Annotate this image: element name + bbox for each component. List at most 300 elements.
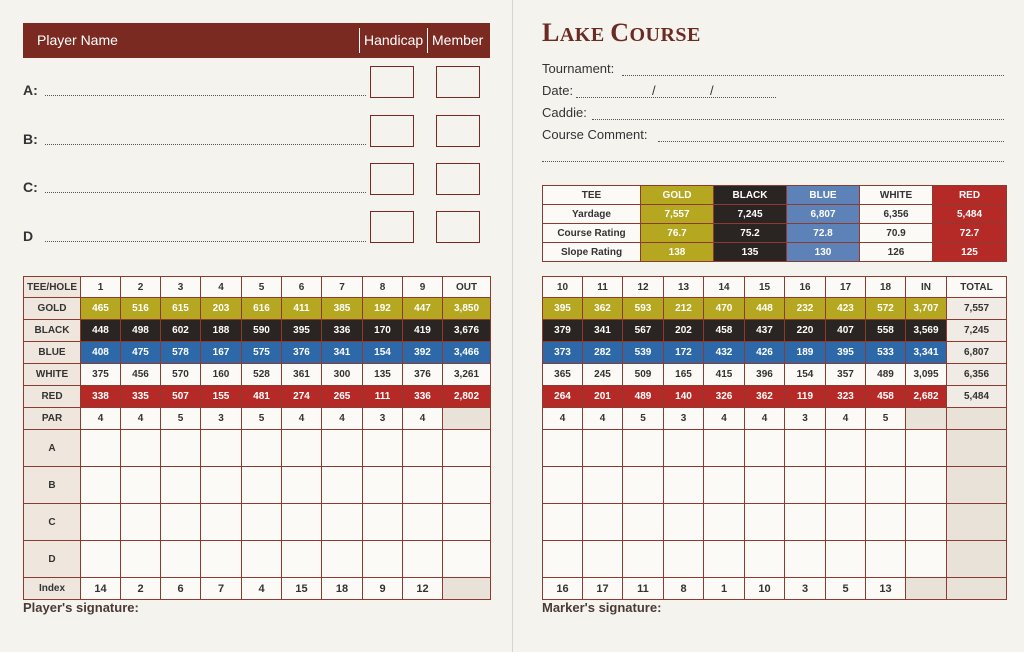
score-cell[interactable]: [785, 467, 826, 504]
yardage-cell: 558: [866, 320, 906, 342]
yardage-cell: 170: [363, 320, 403, 342]
score-cell[interactable]: [704, 504, 745, 541]
index-cell: 10: [745, 578, 785, 600]
yardage-cell: 2,802: [443, 386, 491, 408]
score-cell[interactable]: [403, 504, 443, 541]
score-cell[interactable]: [403, 430, 443, 467]
yardage-cell: 172: [664, 342, 704, 364]
handicap-box-c[interactable]: [370, 163, 414, 195]
tee-header-white: WHITE: [860, 186, 933, 205]
yardage-cell: 2,682: [906, 386, 947, 408]
out-score-cell[interactable]: [443, 504, 491, 541]
score-cell[interactable]: [623, 541, 664, 578]
yardage-cell: 539: [623, 342, 664, 364]
yardage-cell: 411: [282, 298, 322, 320]
handicap-header: Handicap: [364, 32, 424, 48]
yardage-cell: 516: [121, 298, 161, 320]
score-cell[interactable]: [785, 541, 826, 578]
score-cell[interactable]: [403, 541, 443, 578]
back-index-row: [543, 578, 1007, 600]
handicap-box-d[interactable]: [370, 211, 414, 243]
score-cell[interactable]: [121, 467, 161, 504]
player-signature-label: Player's signature:: [23, 600, 139, 615]
score-cell[interactable]: [866, 467, 906, 504]
yardage-cell: 509: [623, 364, 664, 386]
yardage-cell: 373: [543, 342, 583, 364]
total-cell: 6,807: [947, 342, 1007, 364]
par-cell: 4: [704, 408, 745, 430]
yardage-cell: 456: [121, 364, 161, 386]
score-cell[interactable]: [826, 541, 866, 578]
back-red-row: [543, 386, 1007, 408]
player-label: D: [23, 228, 34, 244]
yardage-cell: 395: [282, 320, 322, 342]
score-cell[interactable]: [81, 504, 121, 541]
score-cell[interactable]: [826, 467, 866, 504]
score-cell[interactable]: [363, 504, 403, 541]
index-cell: 7: [201, 578, 242, 600]
score-cell[interactable]: [826, 430, 866, 467]
score-cell[interactable]: [322, 430, 363, 467]
header-cell: 16: [785, 277, 826, 298]
tee-label: WHITE: [24, 364, 81, 386]
member-box-a[interactable]: [436, 66, 480, 98]
index-cell: 12: [403, 578, 443, 600]
score-cell[interactable]: [161, 467, 201, 504]
yardage-cell: 572: [866, 298, 906, 320]
caddie-line[interactable]: [592, 119, 1004, 120]
player-label: A:: [23, 82, 38, 98]
front-white-row: [24, 364, 491, 386]
player-name-line-b[interactable]: [45, 144, 366, 145]
yardage-cell: 3,850: [443, 298, 491, 320]
score-cell[interactable]: [363, 541, 403, 578]
score-cell[interactable]: [826, 504, 866, 541]
index-out-cell: [443, 578, 491, 600]
score-cell[interactable]: [81, 467, 121, 504]
front-red-row: [24, 386, 491, 408]
header-cell: OUT: [443, 277, 491, 298]
yardage-cell: 590: [242, 320, 282, 342]
yardage-cell: 419: [403, 320, 443, 342]
title-text: OURSE: [629, 24, 701, 46]
par-cell: 4: [282, 408, 322, 430]
par-cell: 4: [81, 408, 121, 430]
yardage-cell: 3,569: [906, 320, 947, 342]
back-nine-table: [542, 276, 1007, 600]
title-letter: L: [542, 18, 560, 47]
in-score-cell[interactable]: [906, 541, 947, 578]
header-cell: 2: [121, 277, 161, 298]
header-cell: 9: [403, 277, 443, 298]
score-cell[interactable]: [745, 430, 785, 467]
yardage-cell: 154: [363, 342, 403, 364]
yardage-cell: 458: [704, 320, 745, 342]
header-cell: 11: [583, 277, 623, 298]
par-cell: 4: [583, 408, 623, 430]
index-total-cell: [947, 578, 1007, 600]
score-cell[interactable]: [664, 430, 704, 467]
index-cell: 16: [543, 578, 583, 600]
score-cell[interactable]: [866, 430, 906, 467]
score-cell[interactable]: [242, 467, 282, 504]
score-cell[interactable]: [583, 430, 623, 467]
score-cell[interactable]: [161, 504, 201, 541]
player-row-label: D: [24, 541, 81, 578]
player-row-label: A: [24, 430, 81, 467]
yardage-cell: 437: [745, 320, 785, 342]
tee-value: 125: [933, 243, 1007, 262]
header-cell: 5: [242, 277, 282, 298]
back-gold-row: [543, 298, 1007, 320]
yardage-cell: 220: [785, 320, 826, 342]
yardage-cell: 375: [81, 364, 121, 386]
tee-header-red: RED: [933, 186, 1007, 205]
tee-value: 76.7: [641, 224, 714, 243]
yardage-cell: 189: [785, 342, 826, 364]
index-cell: 13: [866, 578, 906, 600]
yardage-cell: 300: [322, 364, 363, 386]
back-header-row: [543, 277, 1007, 298]
score-cell[interactable]: [704, 467, 745, 504]
player-name-line-a[interactable]: [45, 95, 366, 96]
caddie-row: [542, 105, 1004, 123]
header-cell: 4: [201, 277, 242, 298]
tee-value: 72.8: [787, 224, 860, 243]
tee-value: 72.7: [933, 224, 1007, 243]
score-cell[interactable]: [623, 504, 664, 541]
tee-value: 75.2: [714, 224, 787, 243]
tournament-line[interactable]: [622, 75, 1004, 76]
yardage-cell: 385: [322, 298, 363, 320]
front-index-row: [24, 578, 491, 600]
yardage-row: [543, 205, 1007, 224]
date-label: Date:: [542, 83, 574, 98]
yardage-cell: 160: [201, 364, 242, 386]
yardage-cell: 528: [242, 364, 282, 386]
yardage-cell: 119: [785, 386, 826, 408]
tee-value: 138: [641, 243, 714, 262]
total-cell: 6,356: [947, 364, 1007, 386]
row-label: Slope Rating: [543, 243, 641, 262]
index-cell: 1: [704, 578, 745, 600]
yardage-cell: 154: [785, 364, 826, 386]
yardage-cell: 498: [121, 320, 161, 342]
par-cell: 3: [201, 408, 242, 430]
yardage-cell: 3,707: [906, 298, 947, 320]
tee-header-label: TEE: [543, 186, 641, 205]
yardage-cell: 489: [866, 364, 906, 386]
yardage-cell: 167: [201, 342, 242, 364]
player-label: B:: [23, 131, 38, 147]
index-cell: 17: [583, 578, 623, 600]
score-cell[interactable]: [745, 504, 785, 541]
member-header: Member: [432, 32, 484, 48]
score-cell[interactable]: [282, 430, 322, 467]
front-player-d-row: [24, 541, 491, 578]
yardage-cell: 361: [282, 364, 322, 386]
player-name-line-d[interactable]: [45, 241, 366, 242]
score-cell[interactable]: [121, 541, 161, 578]
player-header-bar: [23, 23, 490, 58]
tee-label: RED: [24, 386, 81, 408]
score-cell[interactable]: [161, 430, 201, 467]
back-player-a-row: [543, 430, 1007, 467]
out-score-cell[interactable]: [443, 430, 491, 467]
yardage-cell: 465: [81, 298, 121, 320]
yardage-cell: 282: [583, 342, 623, 364]
score-cell[interactable]: [543, 430, 583, 467]
score-cell[interactable]: [664, 467, 704, 504]
score-cell[interactable]: [81, 541, 121, 578]
front-player-c-row: [24, 504, 491, 541]
score-cell[interactable]: [81, 430, 121, 467]
member-box-b[interactable]: [436, 115, 480, 147]
total-score-cell[interactable]: [947, 541, 1007, 578]
yardage-cell: 426: [745, 342, 785, 364]
total-score-cell[interactable]: [947, 504, 1007, 541]
yardage-cell: 447: [403, 298, 443, 320]
yardage-cell: 376: [403, 364, 443, 386]
yardage-cell: 140: [664, 386, 704, 408]
header-cell: 14: [704, 277, 745, 298]
front-header-row: [24, 277, 491, 298]
score-cell[interactable]: [785, 430, 826, 467]
back-white-row: [543, 364, 1007, 386]
header-divider: [359, 28, 360, 53]
yardage-cell: 567: [623, 320, 664, 342]
score-cell[interactable]: [242, 541, 282, 578]
yardage-cell: 341: [322, 342, 363, 364]
par-in-cell: [906, 408, 947, 430]
score-cell[interactable]: [322, 541, 363, 578]
par-cell: 4: [121, 408, 161, 430]
total-cell: 7,245: [947, 320, 1007, 342]
player-row-label: C: [24, 504, 81, 541]
header-cell: TOTAL: [947, 277, 1007, 298]
header-cell: 1: [81, 277, 121, 298]
score-cell[interactable]: [161, 541, 201, 578]
score-cell[interactable]: [583, 504, 623, 541]
course-rating-row: [543, 224, 1007, 243]
handicap-box-b[interactable]: [370, 115, 414, 147]
yardage-cell: 365: [543, 364, 583, 386]
yardage-cell: 489: [623, 386, 664, 408]
player-name-header: Player Name: [37, 32, 118, 48]
score-cell[interactable]: [282, 504, 322, 541]
score-cell[interactable]: [201, 430, 242, 467]
score-cell[interactable]: [866, 504, 906, 541]
score-cell[interactable]: [785, 504, 826, 541]
score-cell[interactable]: [664, 541, 704, 578]
header-cell: 10: [543, 277, 583, 298]
tee-value: 6,807: [787, 205, 860, 224]
index-in-cell: [906, 578, 947, 600]
par-cell: 5: [242, 408, 282, 430]
index-cell: 4: [242, 578, 282, 600]
yardage-cell: 423: [826, 298, 866, 320]
member-box-c[interactable]: [436, 163, 480, 195]
tee-value: 6,356: [860, 205, 933, 224]
yardage-cell: 396: [745, 364, 785, 386]
index-label: Index: [24, 578, 81, 600]
in-score-cell[interactable]: [906, 467, 947, 504]
score-cell[interactable]: [121, 430, 161, 467]
tee-value: 7,557: [641, 205, 714, 224]
score-cell[interactable]: [623, 467, 664, 504]
tee-header-gold: GOLD: [641, 186, 714, 205]
player-label: C:: [23, 179, 38, 195]
yardage-cell: 392: [403, 342, 443, 364]
tee-label: GOLD: [24, 298, 81, 320]
back-blue-row: [543, 342, 1007, 364]
index-cell: 3: [785, 578, 826, 600]
yardage-cell: 335: [121, 386, 161, 408]
header-cell: 17: [826, 277, 866, 298]
score-cell[interactable]: [282, 467, 322, 504]
front-black-row: [24, 320, 491, 342]
score-cell[interactable]: [282, 541, 322, 578]
yardage-cell: 395: [826, 342, 866, 364]
yardage-cell: 448: [81, 320, 121, 342]
score-cell[interactable]: [242, 504, 282, 541]
course-title: [542, 18, 701, 48]
tee-header-row: [543, 186, 1007, 205]
par-cell: 3: [785, 408, 826, 430]
score-cell[interactable]: [403, 467, 443, 504]
score-cell[interactable]: [583, 541, 623, 578]
header-cell: 15: [745, 277, 785, 298]
title-letter: C: [610, 18, 630, 47]
yardage-cell: 3,676: [443, 320, 491, 342]
header-divider: [427, 28, 428, 53]
yardage-cell: 323: [826, 386, 866, 408]
comment-label: Course Comment:: [542, 127, 648, 142]
yardage-cell: 3,341: [906, 342, 947, 364]
header-cell: 13: [664, 277, 704, 298]
tee-value: 135: [714, 243, 787, 262]
tee-header-blue: BLUE: [787, 186, 860, 205]
total-cell: 7,557: [947, 298, 1007, 320]
player-row-label: B: [24, 467, 81, 504]
title-text: AKE: [559, 24, 611, 46]
par-total-cell: [947, 408, 1007, 430]
front-nine-table: [23, 276, 491, 600]
par-cell: 5: [623, 408, 664, 430]
caddie-label: Caddie:: [542, 105, 587, 120]
score-cell[interactable]: [543, 467, 583, 504]
score-cell[interactable]: [363, 467, 403, 504]
score-cell[interactable]: [623, 430, 664, 467]
par-cell: 4: [403, 408, 443, 430]
score-cell[interactable]: [583, 467, 623, 504]
handicap-box-a[interactable]: [370, 66, 414, 98]
score-cell[interactable]: [242, 430, 282, 467]
player-row-c: [23, 163, 490, 195]
date-row: [542, 83, 1004, 101]
score-cell[interactable]: [363, 430, 403, 467]
yardage-cell: 264: [543, 386, 583, 408]
score-cell[interactable]: [866, 541, 906, 578]
par-cell: 3: [664, 408, 704, 430]
par-cell: 5: [866, 408, 906, 430]
total-score-cell[interactable]: [947, 467, 1007, 504]
row-label: Course Rating: [543, 224, 641, 243]
yardage-cell: 202: [664, 320, 704, 342]
header-cell: 7: [322, 277, 363, 298]
score-cell[interactable]: [201, 467, 242, 504]
comment-line-2[interactable]: [542, 161, 1004, 162]
date-separator: /: [652, 83, 656, 98]
score-cell[interactable]: [664, 504, 704, 541]
marker-signature-label: Marker's signature:: [542, 600, 662, 615]
score-cell[interactable]: [201, 541, 242, 578]
yardage-cell: 362: [745, 386, 785, 408]
index-cell: 9: [363, 578, 403, 600]
yardage-cell: 203: [201, 298, 242, 320]
yardage-cell: 407: [826, 320, 866, 342]
yardage-cell: 408: [81, 342, 121, 364]
yardage-cell: 470: [704, 298, 745, 320]
index-cell: 14: [81, 578, 121, 600]
yardage-cell: 570: [161, 364, 201, 386]
score-cell[interactable]: [201, 504, 242, 541]
score-cell[interactable]: [745, 541, 785, 578]
yardage-cell: 578: [161, 342, 201, 364]
score-cell[interactable]: [543, 541, 583, 578]
in-score-cell[interactable]: [906, 504, 947, 541]
score-cell[interactable]: [322, 504, 363, 541]
yardage-cell: 415: [704, 364, 745, 386]
score-cell[interactable]: [745, 467, 785, 504]
out-score-cell[interactable]: [443, 467, 491, 504]
yardage-cell: 212: [664, 298, 704, 320]
front-player-a-row: [24, 430, 491, 467]
out-score-cell[interactable]: [443, 541, 491, 578]
yardage-cell: 481: [242, 386, 282, 408]
score-cell[interactable]: [704, 430, 745, 467]
yardage-cell: 201: [583, 386, 623, 408]
in-score-cell[interactable]: [906, 430, 947, 467]
back-player-d-row: [543, 541, 1007, 578]
header-cell: IN: [906, 277, 947, 298]
par-cell: 4: [543, 408, 583, 430]
comment-line[interactable]: [658, 141, 1004, 142]
tee-value: 70.9: [860, 224, 933, 243]
score-cell[interactable]: [121, 504, 161, 541]
date-separator: /: [710, 83, 714, 98]
yardage-cell: 458: [866, 386, 906, 408]
par-cell: 5: [161, 408, 201, 430]
date-line[interactable]: [576, 97, 776, 98]
yardage-cell: 265: [322, 386, 363, 408]
member-box-d[interactable]: [436, 211, 480, 243]
yardage-cell: 3,095: [906, 364, 947, 386]
tournament-row: [542, 61, 1004, 79]
yardage-cell: 111: [363, 386, 403, 408]
yardage-cell: 3,261: [443, 364, 491, 386]
yardage-cell: 432: [704, 342, 745, 364]
score-cell[interactable]: [704, 541, 745, 578]
score-cell[interactable]: [322, 467, 363, 504]
total-score-cell[interactable]: [947, 430, 1007, 467]
yardage-cell: 357: [826, 364, 866, 386]
back-par-row: [543, 408, 1007, 430]
yardage-cell: 135: [363, 364, 403, 386]
score-cell[interactable]: [543, 504, 583, 541]
tee-value: 126: [860, 243, 933, 262]
player-name-line-c[interactable]: [45, 192, 366, 193]
